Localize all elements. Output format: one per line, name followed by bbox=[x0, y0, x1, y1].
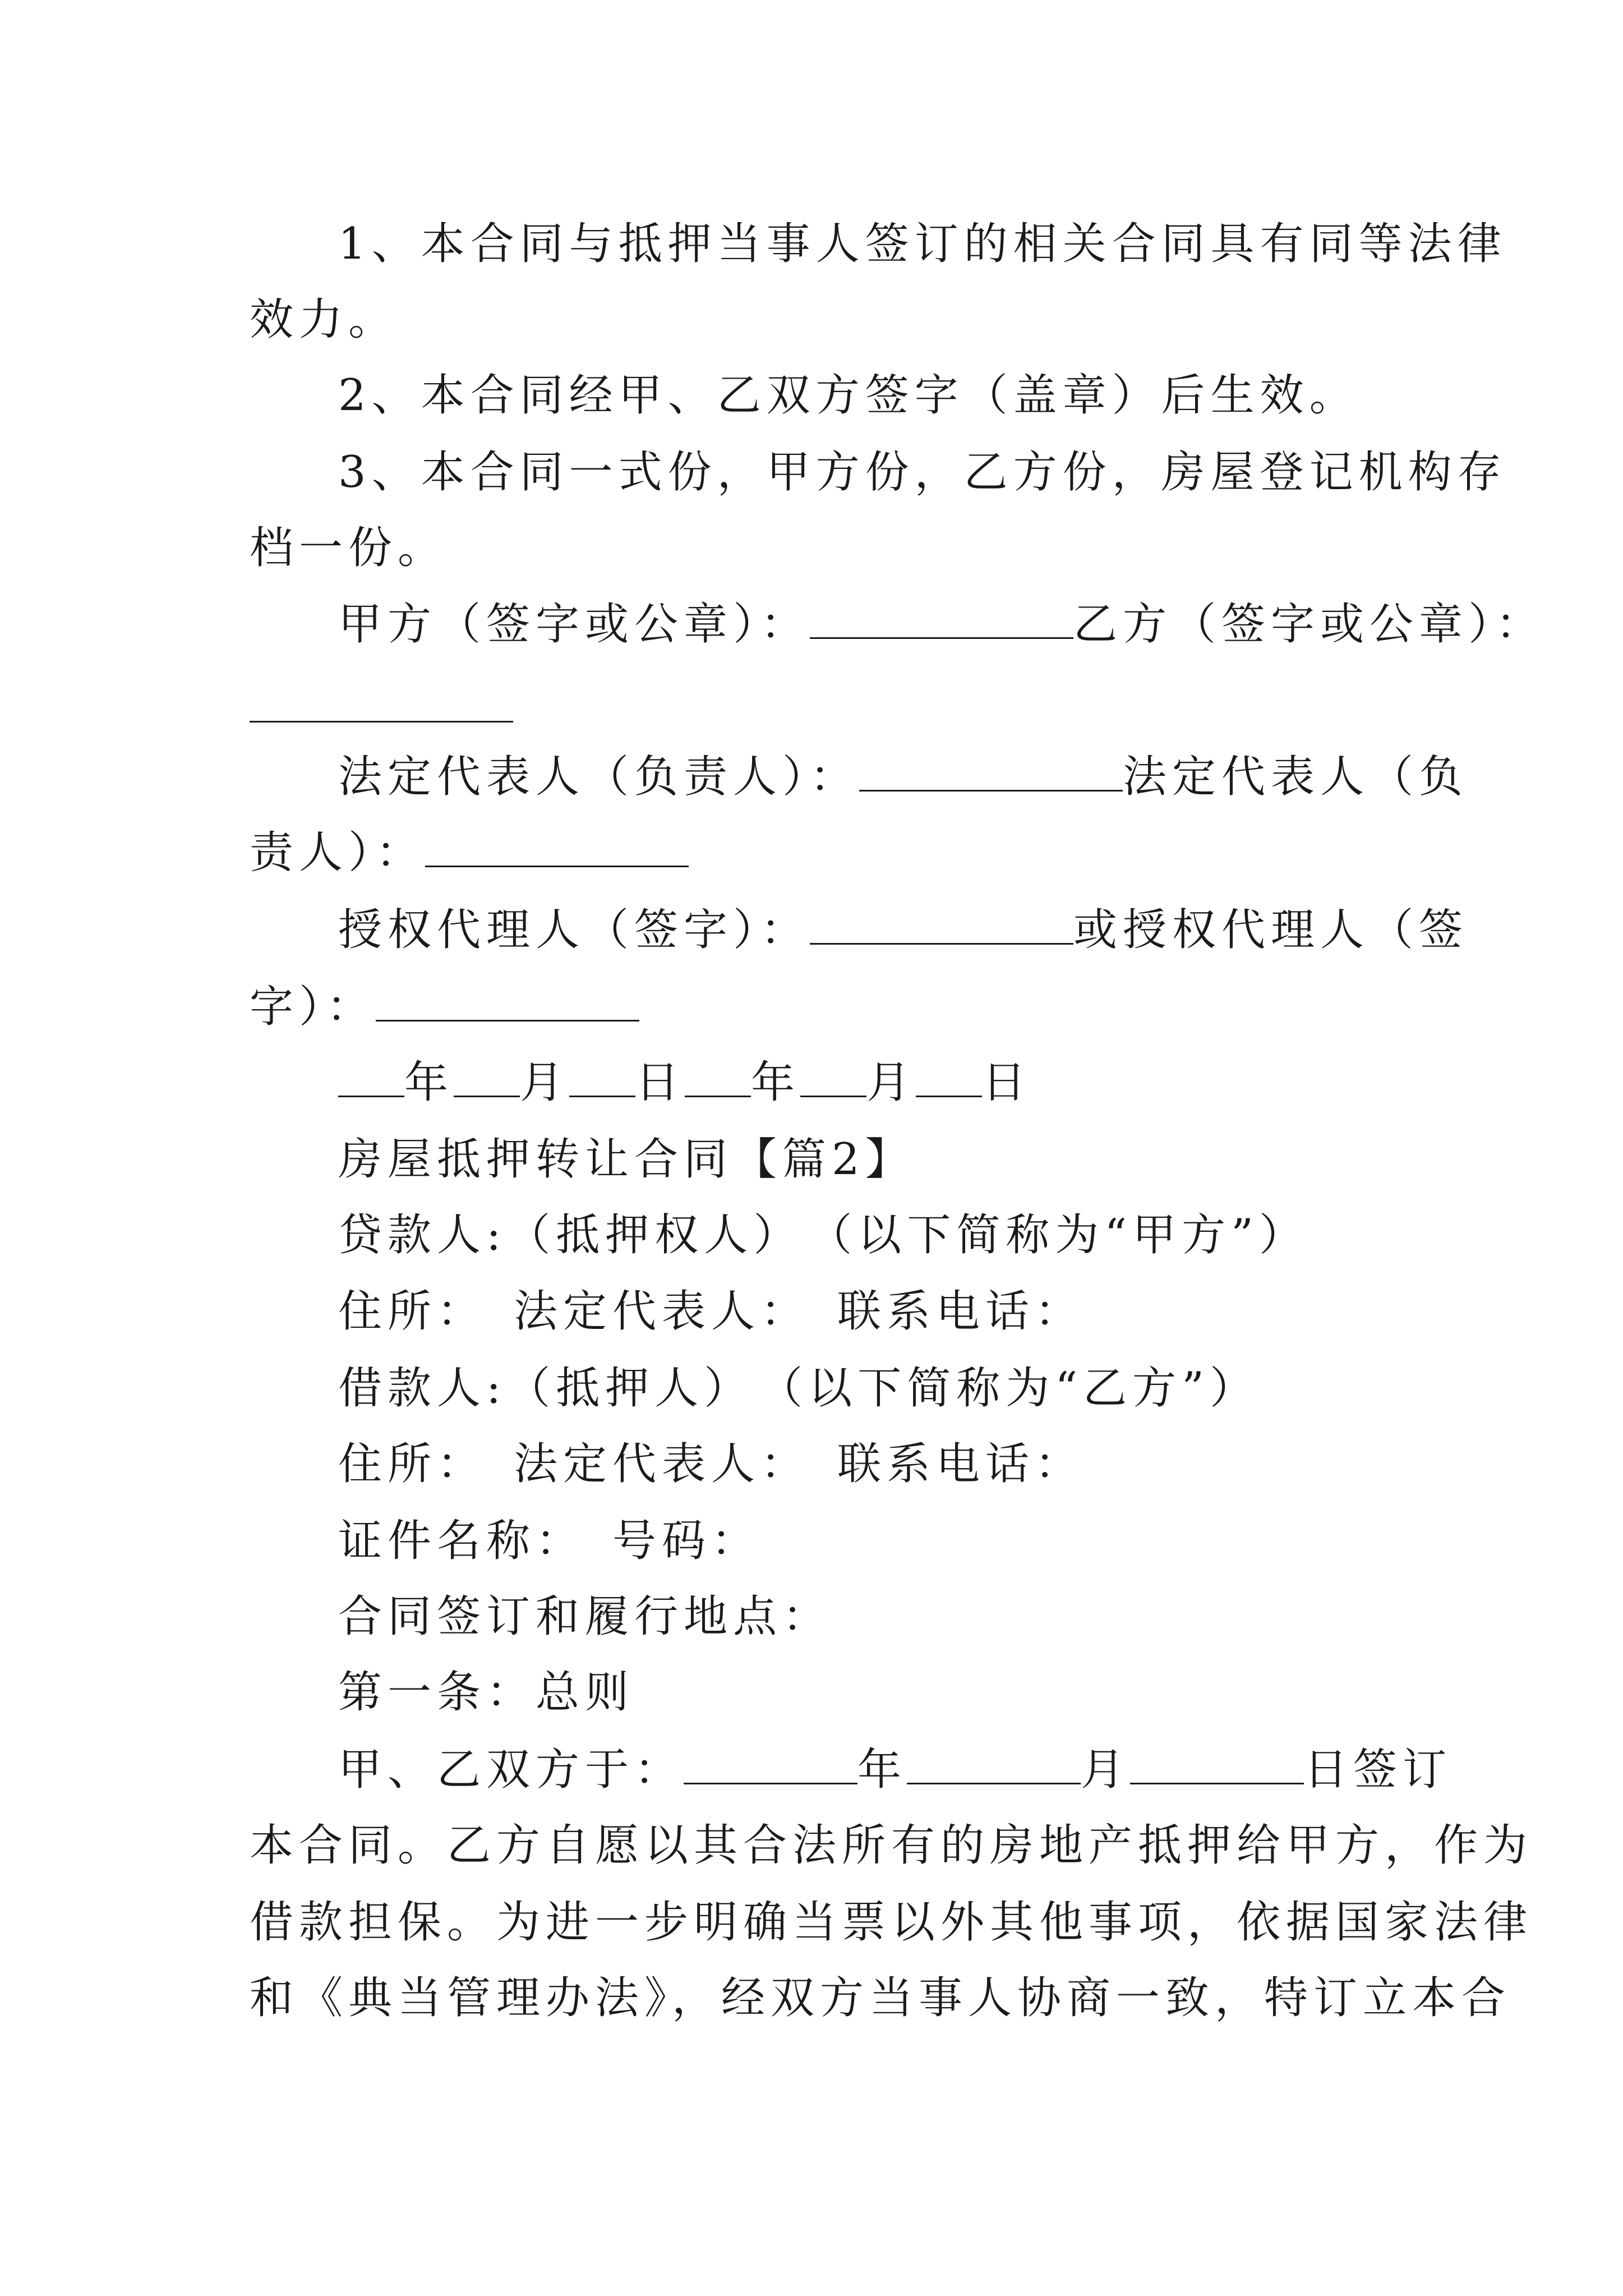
sign-day-blank bbox=[1130, 1743, 1304, 1784]
legal-rep-b-blank bbox=[425, 826, 689, 867]
body-line-1-prefix: 甲、乙双方于： bbox=[338, 1745, 684, 1795]
sign-month-blank bbox=[907, 1743, 1081, 1784]
party-a-sign-blank bbox=[810, 598, 1073, 639]
clause-1-line-2: 效力。 bbox=[250, 295, 398, 345]
legal-rep-b-label: 法定代表人（负 bbox=[1123, 752, 1469, 802]
body-line-1 bbox=[338, 1742, 1452, 1798]
lender-line: 贷款人:（抵押权人） （以下简称为“甲方”） bbox=[338, 1210, 1309, 1260]
party-a-sign-label: 甲方（签字或公章）： bbox=[338, 599, 810, 650]
body-line-3: 借款担保。为进一步明确当票以外其他事项，依据国家法律 bbox=[250, 1897, 1533, 1948]
section-2-title: 房屋抵押转让合同【篇2】 bbox=[338, 1134, 915, 1185]
month-label-b: 月 bbox=[866, 1057, 916, 1108]
agent-b-label: 或授权代理人（签 bbox=[1073, 905, 1469, 955]
party-b-sign-blank bbox=[250, 721, 513, 723]
id-info-line: 证件名称： 号码： bbox=[338, 1516, 761, 1566]
clause-3-line-2: 档一份。 bbox=[250, 523, 448, 573]
year-blank-b bbox=[685, 1056, 751, 1097]
sign-month-label: 月 bbox=[1081, 1745, 1131, 1795]
day-label-b: 日 bbox=[982, 1057, 1032, 1108]
clause-1-line-1: 1、本合同与抵押当事人签订的相关合同具有同等法律 bbox=[338, 219, 1507, 269]
day-label-a: 日 bbox=[635, 1057, 685, 1108]
month-label-a: 月 bbox=[520, 1057, 570, 1108]
month-blank-a bbox=[454, 1056, 520, 1097]
month-blank-b bbox=[800, 1056, 866, 1097]
day-blank-a bbox=[569, 1056, 635, 1097]
year-label-a: 年 bbox=[404, 1057, 454, 1108]
body-line-1-suffix: 日签订 bbox=[1304, 1745, 1453, 1795]
legal-rep-a-blank bbox=[859, 751, 1123, 792]
legal-rep-b-label-cont: 责人）： bbox=[250, 827, 426, 878]
borrower-info-line: 住所： 法定代表人： 联系电话： bbox=[338, 1439, 1085, 1489]
date-line bbox=[338, 1055, 1031, 1111]
agent-b-label-cont: 字）： bbox=[250, 982, 376, 1032]
day-blank-b bbox=[916, 1056, 982, 1097]
lender-info-line: 住所： 法定代表人： 联系电话： bbox=[338, 1286, 1085, 1337]
article-1-heading: 第一条：总则 bbox=[338, 1667, 635, 1718]
year-label-b: 年 bbox=[751, 1057, 801, 1108]
signature-line-legal-rep-cont bbox=[250, 825, 689, 881]
agent-a-blank bbox=[810, 904, 1073, 945]
place-line: 合同签订和履行地点： bbox=[338, 1591, 832, 1642]
year-blank-a bbox=[338, 1056, 404, 1097]
clause-3-line-1: 3、本合同一式份，甲方份，乙方份，房屋登记机构存 bbox=[338, 447, 1507, 498]
legal-rep-a-label: 法定代表人（负责人）： bbox=[338, 752, 860, 802]
signature-line-agent-cont bbox=[250, 979, 639, 1035]
party-b-sign-label: 乙方（签字或公章）： bbox=[1073, 599, 1546, 650]
signature-line-parties bbox=[338, 596, 1545, 652]
signature-line-legal-rep bbox=[338, 749, 1468, 805]
agent-a-label: 授权代理人（签字）： bbox=[338, 905, 810, 955]
borrower-line: 借款人:（抵押人） （以下简称为“乙方”） bbox=[338, 1363, 1260, 1414]
sign-year-blank bbox=[684, 1743, 857, 1784]
clause-2: 2、本合同经甲、乙双方签字（盖章）后生效。 bbox=[338, 370, 1359, 421]
agent-b-blank bbox=[376, 981, 639, 1022]
sign-year-label: 年 bbox=[857, 1745, 907, 1795]
signature-line-agent bbox=[338, 902, 1468, 958]
body-line-4: 和《典当管理办法》，经双方当事人协商一致，特订立本合 bbox=[250, 1973, 1511, 2023]
body-line-2: 本合同。乙方自愿以其合法所有的房地产抵押给甲方，作为 bbox=[250, 1820, 1533, 1871]
